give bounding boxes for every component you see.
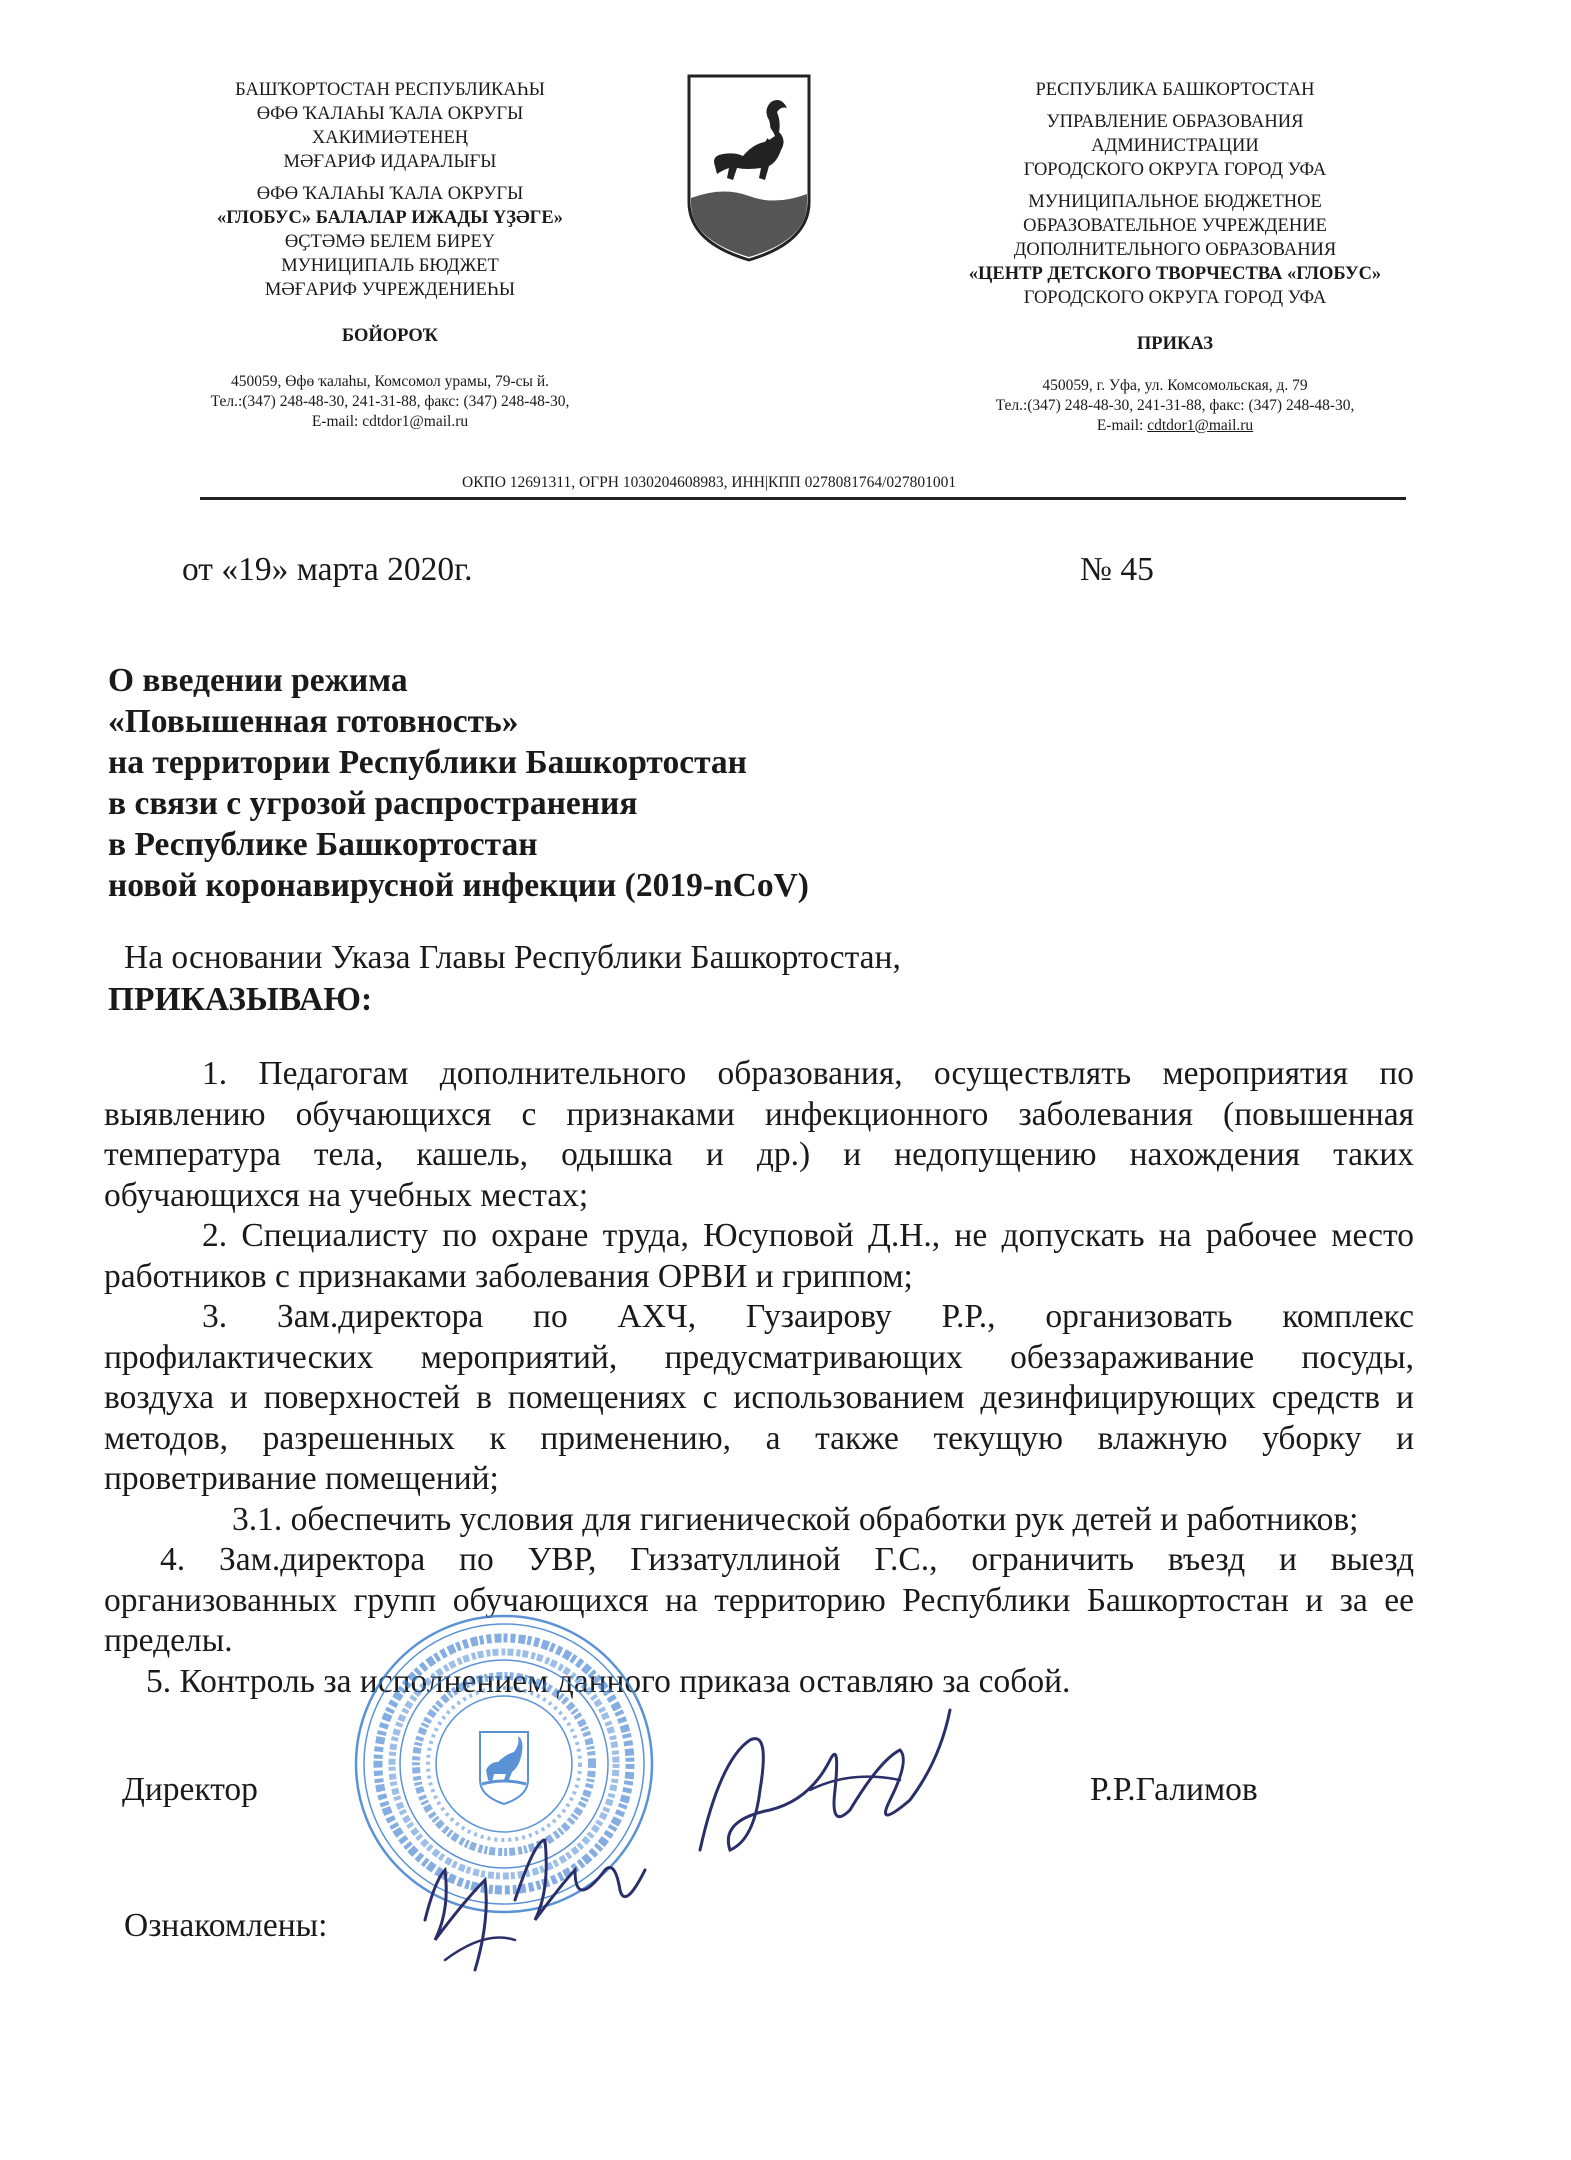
header-right-doc-type: ПРИКАЗ: [1136, 334, 1214, 354]
header-right-line: РЕСПУБЛИКА БАШКОРТОСТАН: [1035, 80, 1315, 100]
order-title-line: «Повышенная готовность»: [108, 703, 519, 740]
item-3-line: воздуха и поверхностей в помещениях с использованием дезинфицирующих средств и: [104, 1379, 1414, 1416]
ufa-emblem-icon: [683, 70, 815, 265]
order-title-line: на территории Республики Башкортостан: [108, 744, 747, 781]
item-1-line: 1. Педагогам дополнительного образования, осуществлять мероприятия по: [202, 1055, 1414, 1092]
order-title-line: О введении режима: [108, 662, 408, 699]
handwritten-signatures-icon: [405, 1810, 665, 1980]
item-2-line: 2. Специалисту по охране труда, Юсуповой Д.Н., не допускать на рабочее место: [202, 1217, 1414, 1254]
header-left-phone: Тел.:(347) 248-48-30, 241-31-88, факс: (347) 248-48-30,: [210, 393, 570, 410]
header-right-org: ОБРАЗОВАТЕЛЬНОЕ УЧРЕЖДЕНИЕ: [1023, 216, 1327, 236]
coat-of-arms: [683, 70, 815, 265]
header-left-address: 450059, Өфө ҡалаһы, Комсомол урамы, 79-сы й.: [230, 373, 550, 390]
header-right-email: E-mail: cdtdor1@mail.ru: [1096, 417, 1254, 434]
item-1-line: температура тела, кашель, одышка и др.) и недопущению нахождения таких: [104, 1136, 1414, 1173]
order-date: от «19» марта 2020г.: [182, 551, 473, 588]
order-title-line: новой коронавирусной инфекции (2019-nCoV): [108, 867, 809, 904]
item-4-line: организованных групп обучающихся на территорию Республики Башкортостан и за ее: [104, 1581, 1414, 1619]
header-right-email-link: cdtdor1@mail.ru: [1147, 417, 1254, 434]
header-right-address: 450059, г. Уфа, ул. Комсомольская, д. 79: [1042, 377, 1308, 394]
header-right-org: МУНИЦИПАЛЬНОЕ БЮДЖЕТНОЕ: [1028, 192, 1322, 212]
basis-text: На основании Указа Главы Республики Башкортостан,: [124, 939, 901, 976]
signature-position: Директор: [122, 1771, 258, 1808]
header-right-line: УПРАВЛЕНИЕ ОБРАЗОВАНИЯ: [1046, 112, 1304, 132]
item-1-line: выявлению обучающихся с признаками инфекционного заболевания (повышенная: [104, 1095, 1414, 1133]
header-right-line: АДМИНИСТРАЦИИ: [1091, 136, 1259, 156]
order-word: ПРИКАЗЫВАЮ:: [108, 981, 373, 1018]
header-left-org: ӨҪТӘМӘ БЕЛЕМ БИРЕҮ: [284, 232, 496, 252]
header-left-line: МӘҒАРИФ ИДАРАЛЫҒЫ: [283, 152, 497, 172]
header-divider: [200, 497, 1406, 500]
header-left-org: МӘҒАРИФ УЧРЕЖДЕНИЕҺЫ: [264, 280, 516, 300]
signature-icon: [660, 1700, 980, 1880]
item-1-line: обучающихся на учебных местах;: [104, 1176, 589, 1214]
header-right-org: «ЦЕНТР ДЕТСКОГО ТВОРЧЕСТВА «ГЛОБУС»: [968, 264, 1382, 284]
item-3-1-line: 3.1. обеспечить условия для гигиенической обработки рук детей и работников;: [232, 1500, 1359, 1538]
header-left-doc-type: БОЙОРОҠ: [341, 326, 439, 346]
header-left-line: ХАКИМИӘТЕНЕҢ: [311, 128, 469, 148]
header-right: [880, 78, 1470, 436]
header-left-org: «ГЛОБУС» БАЛАЛАР ИЖАДЫ ҮҘӘГЕ»: [216, 208, 564, 228]
header-right-org: ДОПОЛНИТЕЛЬНОГО ОБРАЗОВАНИЯ: [1013, 240, 1337, 260]
acquainted-label: Ознакомлены:: [124, 1907, 328, 1944]
header-right-phone: Тел.:(347) 248-48-30, 241-31-88, факс: (347) 248-48-30,: [995, 397, 1355, 414]
signature-name: Р.Р.Галимов: [1090, 1771, 1258, 1808]
item-3-line: проветривание помещений;: [104, 1460, 499, 1497]
acquaintance-signatures: [405, 1810, 665, 1980]
order-number: № 45: [1080, 551, 1154, 588]
order-title-line: в связи с угрозой распространения: [108, 785, 638, 822]
director-signature: [660, 1700, 980, 1880]
header-left-org: МУНИЦИПАЛЬ БЮДЖЕТ: [281, 256, 499, 276]
item-5-line: 5. Контроль за исполнением данного приказа оставляю за собой.: [146, 1662, 1071, 1700]
header-right-org: ГОРОДСКОГО ОКРУГА ГОРОД УФА: [1023, 288, 1327, 308]
item-3-line: профилактических мероприятий, предусматривающих обеззараживание посуды,: [104, 1338, 1414, 1376]
header-left-line: ӨФӨ ҠАЛАҺЫ ҠАЛА ОКРУГЫ: [256, 104, 524, 124]
item-3-line: методов, разрешенных к применению, а также текущую влажную уборку и: [104, 1419, 1414, 1457]
header-left-email: E-mail: cdtdor1@mail.ru: [311, 413, 469, 430]
okpo-line: ОКПО 12691311, ОГРН 1030204608983, ИНН|КПП 0278081764/027801001: [462, 474, 957, 491]
item-3-line: 3. Зам.директора по АХЧ, Гузаирову Р.Р., организовать комплекс: [202, 1298, 1414, 1335]
header-left-line: БАШҠОРТОСТАН РЕСПУБЛИКАҺЫ: [235, 80, 545, 100]
header-left-org: ӨФӨ ҠАЛАҺЫ ҠАЛА ОКРУГЫ: [256, 184, 524, 204]
order-title-line: в Республике Башкортостан: [108, 826, 538, 863]
header-right-line: ГОРОДСКОГО ОКРУГА ГОРОД УФА: [1023, 160, 1327, 180]
order-title: [108, 660, 1008, 906]
item-4-line: 4. Зам.директора по УВР, Гиззатуллиной Г.С., ограничить въезд и выезд: [160, 1541, 1414, 1578]
item-4-line: пределы.: [104, 1622, 233, 1659]
header-left: [130, 78, 650, 432]
item-2-line: работников с признаками заболевания ОРВИ и гриппом;: [104, 1257, 913, 1295]
order-items: [104, 1054, 1414, 1702]
